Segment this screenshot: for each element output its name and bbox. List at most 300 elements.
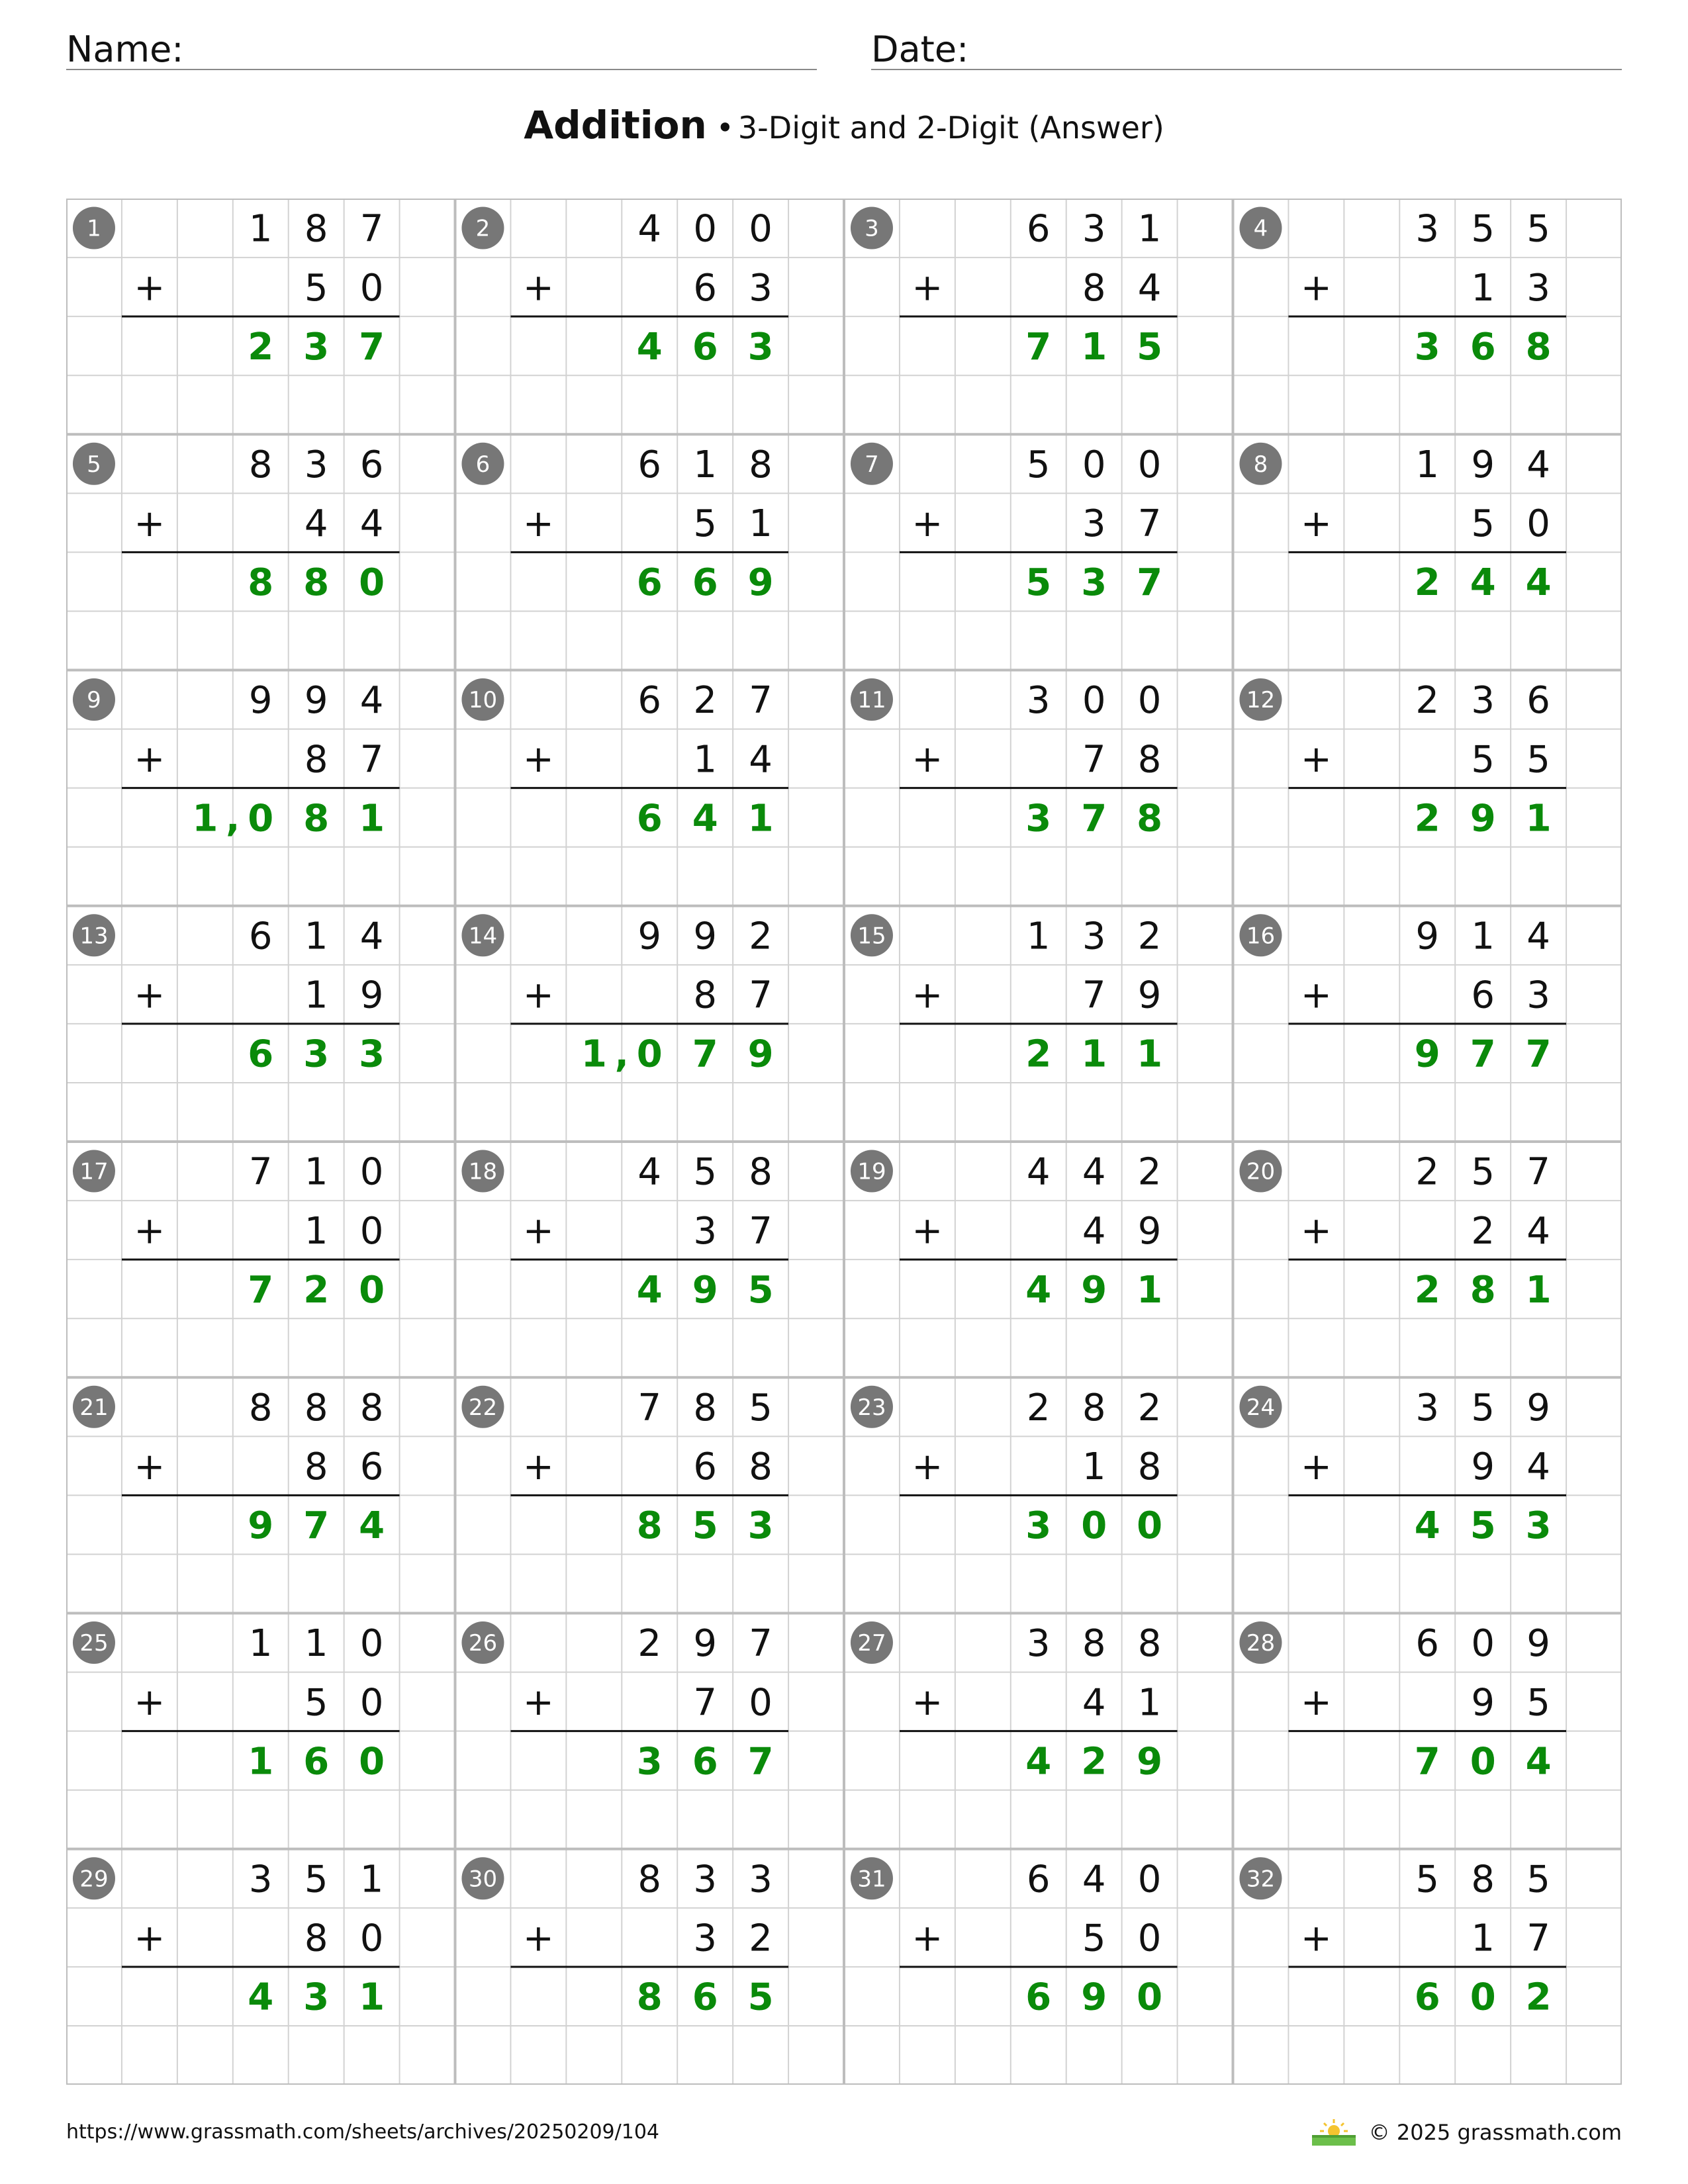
addend-top-digit: 5 [1415,1858,1440,1901]
plus-operator: + [134,266,165,310]
addend-bottom-digit: 1 [1471,266,1495,310]
answer [1415,326,1552,369]
answer-digit: 5 [747,1976,774,2019]
addend-top-digit: 7 [1526,1150,1550,1194]
addend-top [1027,443,1161,486]
answer-digit: 7 [1470,1032,1496,1076]
addend-bottom-digit: 0 [749,1681,773,1725]
answer-digit: 6 [1414,1976,1440,2019]
addend-top-digit: 6 [637,679,662,723]
problem-number-badge [1239,1150,1282,1193]
addend-top-digit: 2 [1137,1386,1162,1430]
plus-operator: + [522,1445,554,1488]
plus-operator: + [522,502,554,545]
addend-bottom-digit: 1 [1471,1917,1495,1960]
answer-digit: 9 [248,1504,274,1548]
addend-top-digit: 2 [1415,1150,1440,1194]
problem-number-badge [1239,207,1282,250]
answer-digit: 2 [248,325,274,369]
addend-bottom-digit: 4 [304,502,328,546]
addend-top-digit: 6 [1415,1622,1440,1666]
problem-number: 13 [79,923,109,950]
addend-top-digit: 4 [1082,1858,1106,1901]
addend-top-digit: 0 [359,1150,384,1194]
addend-bottom-digit: 5 [1471,738,1495,782]
plus-operator: + [1300,1681,1332,1725]
answer-digit: 4 [636,1268,663,1312]
plus-operator: + [134,502,165,545]
answer-digit: 8 [303,561,330,605]
addend-top-digit: 5 [1471,1150,1495,1194]
addend-top-digit: 0 [359,1622,384,1666]
problem-number: 5 [87,451,101,478]
name-label: Name: [66,28,184,70]
addend-top [1415,208,1550,251]
addend-bottom-digit: 4 [1526,1209,1550,1253]
problem-number: 3 [865,215,879,242]
addend-top-digit: 3 [1082,207,1106,251]
plus-operator: + [134,1681,165,1725]
answer-digit: 5 [1137,325,1163,369]
answer-digit: 2 [303,1268,330,1312]
addend-top [637,915,772,958]
plus-operator: + [912,1445,943,1488]
answer-digit: 2 [1414,561,1440,605]
answer [248,1504,385,1547]
addend-top-digit: 4 [359,915,384,958]
answer-digit: 2 [1414,797,1440,841]
addend-top-digit: 7 [749,679,773,723]
answer-digit: 7 [1414,1740,1440,1784]
addend-top-digit: 2 [749,915,773,958]
answer-digit: 6 [1470,325,1496,369]
answer-digit: 3 [636,1740,663,1784]
answer-digit: 6 [692,325,718,369]
addend-bottom-digit: 9 [1137,1209,1162,1253]
problem-number: 7 [865,451,879,478]
addend-bottom-digit: 8 [1082,266,1106,310]
addend-top-digit: 3 [693,1858,717,1901]
answer-digit: 4 [1525,561,1552,605]
addend-top-digit: 6 [1526,679,1550,723]
addend-bottom-digit: 4 [1526,1445,1550,1489]
problem-number-badge [461,207,504,250]
addend-top-digit: 3 [248,1858,273,1901]
addend-bottom-digit: 0 [359,1681,384,1725]
addend-top-digit: 8 [304,207,328,251]
answer [248,1033,385,1076]
answer-digit: 3 [359,1032,385,1076]
addend-bottom-digit: 7 [359,738,384,782]
answer-digit: 5 [692,1504,718,1548]
problem-number: 28 [1246,1630,1276,1657]
answer-digit: 3 [303,1976,330,2019]
answer-digit: 2 [1525,1976,1552,2019]
addend-bottom-digit: 0 [1137,1917,1162,1960]
addend-top-digit: 8 [749,443,773,486]
answer-digit: 0 [1470,1740,1496,1784]
addend-top [1027,1387,1161,1430]
addend-top [637,1622,772,1665]
addend-top [1415,1151,1550,1194]
addend-bottom-digit: 7 [693,1681,717,1725]
addend-top-digit: 8 [637,1858,662,1901]
plus-operator: + [1300,1445,1332,1488]
addend-bottom-digit: 1 [693,738,717,782]
problem-number: 16 [1246,923,1276,950]
addend-top-digit: 3 [1026,679,1051,723]
answer-digit: 0 [1470,1976,1496,2019]
answer-digit: 8 [636,1504,663,1548]
addend-bottom-digit: 7 [1082,974,1106,1017]
addend-top-digit: 0 [1137,1858,1162,1901]
answer-digit: 7 [1081,797,1107,841]
plus-operator: + [912,502,943,545]
answer [637,1504,774,1547]
addend-top-digit: 9 [693,1622,717,1666]
addend-top-digit: 9 [248,679,273,723]
addend-bottom-digit: 7 [749,1209,773,1253]
name-field[interactable] [66,20,817,70]
problem-number: 23 [857,1394,886,1421]
addend-top-digit: 9 [1471,443,1495,486]
date-field[interactable] [871,20,1622,70]
problem-number: 14 [468,923,498,950]
answer [637,797,774,840]
answer-digit: 4 [1025,1268,1052,1312]
plus-operator: + [134,974,165,1017]
addend-top-digit: 4 [1526,443,1550,486]
problem-number: 15 [857,923,886,950]
addend-top-digit: 5 [304,1858,328,1901]
problem-number: 10 [468,687,498,714]
addend-bottom-digit: 1 [304,1209,328,1253]
addend-bottom-digit: 3 [1526,266,1550,310]
problem-number-badge [461,678,504,721]
addend-top [249,1387,383,1430]
plus-operator: + [522,974,554,1017]
answer-digit: 6 [303,1740,330,1784]
addend-top-digit: 0 [1082,679,1106,723]
answer-digit: 0 [636,1032,663,1076]
addend-bottom-digit: 4 [1137,266,1162,310]
addend-top-digit: 1 [248,207,273,251]
answer [1025,1976,1162,2019]
addend-top-digit: 1 [1415,443,1440,486]
addend-bottom-digit: 8 [693,974,717,1017]
answer-digit: 3 [1025,797,1052,841]
plus-operator: + [1300,974,1332,1017]
answer [1415,797,1552,840]
addend-top-digit: 3 [1415,207,1440,251]
answer-digit: 9 [747,561,774,605]
addend-top-digit: 0 [1137,679,1162,723]
answer-digit: 4 [692,797,718,841]
title-separator: • [716,110,734,146]
plus-operator: + [1300,502,1332,545]
answer-digit: 5 [1025,561,1052,605]
addend-top-digit: 7 [749,1622,773,1666]
answer [637,561,774,604]
addend-top-digit: 3 [1415,1386,1440,1430]
addend-top-digit: 9 [1526,1622,1550,1666]
addend-top [1415,1387,1550,1430]
answer-digit: 2 [1081,1740,1107,1784]
answer-digit: 0 [1081,1504,1107,1548]
problem-number-badge [1239,678,1282,721]
addend-bottom-digit: 4 [1082,1681,1106,1725]
addend-bottom-digit: 7 [749,974,773,1017]
addend-top-digit: 3 [1026,1622,1051,1666]
answer-digit: 4 [1525,1740,1552,1784]
addend-top [1415,443,1550,486]
problem-number-badge [73,1621,115,1664]
answer-digit: 0 [359,561,385,605]
addend-bottom-digit: 8 [304,738,328,782]
answer-comma: , [614,1032,629,1076]
addend-bottom-digit: 1 [1137,1681,1162,1725]
answer-digit: 0 [248,797,274,841]
addend-top-digit: 3 [749,1858,773,1901]
problem-number-badge [73,1386,115,1428]
answer-digit: 1 [359,1976,385,2019]
addend-bottom-digit: 1 [749,502,773,546]
problem-number-badge [851,1386,893,1428]
addend-bottom-digit: 1 [1082,1445,1106,1489]
addend-bottom-digit: 8 [304,1445,328,1489]
addend-top-digit: 9 [1415,915,1440,958]
answer-digit: 2 [1025,1032,1052,1076]
answer-digit: 7 [1025,325,1052,369]
answer-digit: 3 [1081,561,1107,605]
addend-bottom-digit: 3 [749,266,773,310]
addend-bottom-digit: 6 [1471,974,1495,1017]
addend-top [637,679,772,722]
problem-number: 17 [79,1158,109,1185]
addend-top-digit: 4 [1026,1150,1051,1194]
answer-digit: 4 [1470,561,1496,605]
grassmath-sun-logo-icon [1311,2118,1357,2147]
answer-digit: 1 [248,1740,274,1784]
addend-bottom-digit: 5 [1471,502,1495,546]
addend-bottom-digit: 8 [304,1917,328,1960]
problem-number-badge [461,443,504,485]
problem-number: 2 [475,215,491,242]
addend-bottom-digit: 7 [1082,738,1106,782]
answer [1025,561,1162,604]
answer-digit: 9 [1081,1976,1107,2019]
addend-bottom-digit: 4 [749,738,773,782]
addend-top [249,208,383,251]
answer-digit: 9 [747,1032,774,1076]
answer-digit: 6 [692,561,718,605]
addend-top-digit: 8 [1082,1622,1106,1666]
addend-top-digit: 8 [749,1150,773,1194]
addend-top-digit: 1 [304,1622,328,1666]
addend-bottom-digit: 5 [693,502,717,546]
addend-top-digit: 7 [248,1150,273,1194]
answer-digit: 9 [692,1268,718,1312]
addend-top-digit: 4 [1526,915,1550,958]
addend-bottom-digit: 7 [1137,502,1162,546]
addend-top [637,1151,772,1194]
problem-number: 25 [79,1630,109,1657]
addend-bottom-digit: 0 [359,1917,384,1960]
plus-operator: + [522,266,554,310]
addend-top-digit: 7 [359,207,384,251]
addend-top-digit: 8 [1137,1622,1162,1666]
answer-digit: 1 [359,797,385,841]
answer-digit: 3 [747,1504,774,1548]
addend-top [1027,915,1161,958]
answer [1025,797,1162,840]
plus-operator: + [522,1209,554,1253]
addend-bottom-digit: 5 [304,266,328,310]
copyright-text: © 2025 grassmath.com [1368,2120,1622,2145]
problem-number-badge [1239,1621,1282,1664]
title-subtitle: 3-Digit and 2-Digit (Answer) [737,110,1164,146]
answer-digit: 0 [359,1268,385,1312]
footer-url[interactable]: https://www.grassmath.com/sheets/archives/20250209/104 [66,2120,660,2144]
answer-digit: 8 [1137,797,1163,841]
problem-number: 29 [79,1866,109,1893]
plus-operator: + [134,1445,165,1488]
addend-bottom-digit: 5 [304,1681,328,1725]
answer-digit: 0 [359,1740,385,1784]
addend-bottom-digit: 8 [1137,1445,1162,1489]
answer-digit: 4 [248,1976,274,2019]
answer [1415,1269,1552,1312]
plus-operator: + [912,738,943,782]
addend-top-digit: 4 [359,679,384,723]
plus-operator: + [134,738,165,782]
addend-bottom-digit: 3 [1082,502,1106,546]
plus-operator: + [912,266,943,310]
addend-top [637,1858,772,1901]
answer-digit: 1 [1525,797,1552,841]
addend-top-digit: 2 [1137,1150,1162,1194]
title-main: Addition [524,103,707,148]
addend-top-digit: 9 [637,915,662,958]
addend-bottom-digit: 9 [1137,974,1162,1017]
addend-top-digit: 2 [693,679,717,723]
answer-digit: 1 [192,797,218,841]
date-label: Date: [871,28,969,70]
answer [1025,1269,1162,1312]
addend-bottom-digit: 8 [749,1445,773,1489]
addend-top [249,1622,383,1665]
problem-number-badge [851,914,893,956]
problem-number-badge [73,1150,115,1193]
addend-top [1415,679,1550,722]
addend-top-digit: 5 [1526,1858,1550,1901]
addend-top [249,915,383,958]
addend-top-digit: 3 [1471,679,1495,723]
addend-bottom-digit: 9 [1471,1445,1495,1489]
addend-top [249,443,383,486]
answer-digit: 0 [1137,1976,1163,2019]
problem-number-badge [461,1857,504,1899]
addend-top-digit: 8 [359,1386,384,1430]
addend-top-digit: 5 [1471,207,1495,251]
problem-number-badge [851,1150,893,1193]
problem-number-badge [73,443,115,485]
answer [1415,1033,1552,1076]
answer-digit: 7 [1137,561,1163,605]
addend-top-digit: 8 [248,443,273,486]
answer-digit: 1 [1137,1032,1163,1076]
problem-number-badge [461,1621,504,1664]
plus-operator: + [912,1681,943,1725]
answer-digit: 4 [1025,1740,1052,1784]
addend-top-digit: 8 [693,1386,717,1430]
answer-digit: 1 [1081,1032,1107,1076]
addend-bottom-digit: 2 [749,1917,773,1960]
answer-digit: 9 [1414,1032,1440,1076]
answer-digit: 3 [747,325,774,369]
addend-top-digit: 5 [749,1386,773,1430]
answer-digit: 9 [1081,1268,1107,1312]
addend-bottom-digit: 2 [1471,1209,1495,1253]
answer [1415,1740,1552,1783]
addend-top-digit: 9 [693,915,717,958]
addend-top-digit: 1 [1471,915,1495,958]
problem-grid [66,199,1622,2085]
problem-number-badge [461,1386,504,1428]
answer-digit: 6 [248,1032,274,1076]
answer-digit: 3 [1414,325,1440,369]
answer [1415,1504,1552,1547]
answer-digit: 7 [1525,1032,1552,1076]
answer-digit: 3 [1525,1504,1552,1548]
answer [637,1269,774,1312]
answer-digit: 7 [692,1032,718,1076]
problem-number-badge [851,678,893,721]
addend-top-digit: 1 [693,443,717,486]
answer-digit: 1 [1081,325,1107,369]
plus-operator: + [134,1209,165,1253]
addend-top-digit: 0 [693,207,717,251]
addend-top [637,1387,772,1430]
addend-top [249,679,383,722]
answer-comma: , [226,797,240,841]
plus-operator: + [1300,266,1332,310]
addend-top-digit: 1 [248,1622,273,1666]
addend-bottom-digit: 0 [359,1209,384,1253]
plus-operator: + [912,974,943,1017]
answer-digit: 6 [636,797,663,841]
answer-digit: 0 [1137,1504,1163,1548]
addend-top [1027,208,1161,251]
problem-number: 9 [87,687,101,714]
answer-digit: 6 [692,1740,718,1784]
answer-digit: 4 [636,325,663,369]
addend-bottom-digit: 7 [1526,1917,1550,1960]
answer [1025,1033,1162,1076]
plus-operator: + [912,1209,943,1253]
problem-number-badge [851,1857,893,1899]
addend-bottom-digit: 5 [1082,1917,1106,1960]
answer-digit: 3 [1025,1504,1052,1548]
answer-digit: 3 [303,325,330,369]
problem-number: 12 [1246,687,1276,714]
addend-top-digit: 2 [1137,915,1162,958]
problem-number-badge [1239,443,1282,485]
addend-top [1027,1858,1161,1901]
addend-top [249,1151,383,1194]
plus-operator: + [1300,1917,1332,1960]
addend-top-digit: 8 [304,1386,328,1430]
